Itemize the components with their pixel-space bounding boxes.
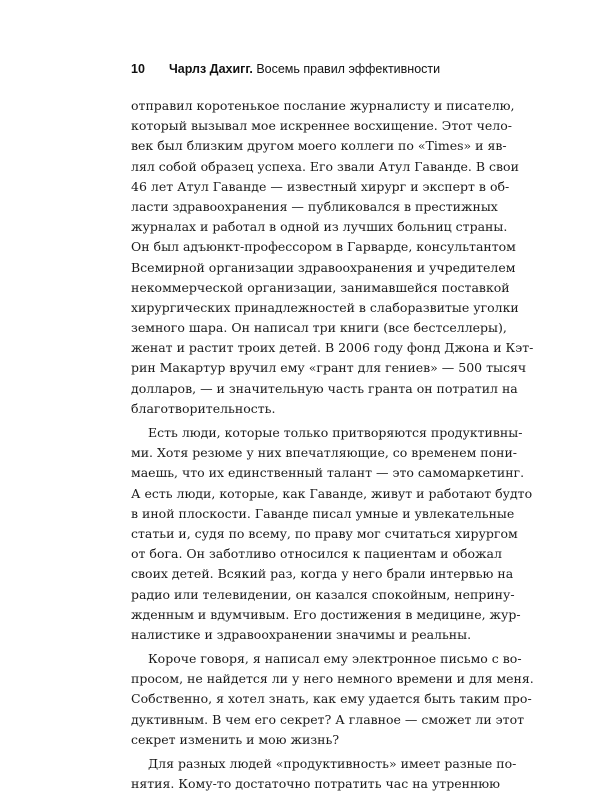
text-line: женат и растит троих детей. В 2006 году фонд Джона и Кэт- <box>131 340 534 356</box>
text-line: хирургических принадлежностей в слаборазвитые уголки <box>131 299 519 315</box>
paragraph <box>131 96 534 419</box>
text-line: дуктивным. В чем его секрет? А главное — сможет ли этот <box>131 711 525 727</box>
text-line: секрет изменить и мою жизнь? <box>131 731 340 747</box>
text-line: Есть люди, которые только притворяются продуктивны- <box>148 425 523 440</box>
text-line: журналах и работал в одной из лучших больниц страны. <box>131 219 508 235</box>
text-line: в иной плоскости. Гаванде писал умные и увлекательные <box>131 505 515 521</box>
text-line: просом, не найдется ли у него немного времени и для меня. <box>131 671 534 687</box>
text-line: рин Макартур вручил ему «грант для гениев» — 500 тысяч <box>131 360 527 376</box>
text-line: 46 лет Атул Гаванде — известный хирург и эксперт в об- <box>131 178 510 194</box>
text-line: который вызывал мое искреннее восхищение. Этот чело- <box>131 118 512 134</box>
book-title: Восемь правил эффективности <box>256 62 441 76</box>
text-line: статьи и, судя по всему, по праву мог считаться хирургом <box>131 525 518 541</box>
text-line: жденным и вдумчивым. Его достижения в медицине, жур- <box>131 606 521 622</box>
text-line: от бога. Он заботливо относился к пациентам и обожал <box>131 546 502 562</box>
author-name: Чарлз Дахигг. <box>169 62 253 76</box>
text-line: А есть люди, которые, как Гаванде, живут и работают будто <box>131 485 533 501</box>
text-line: благотворительность. <box>131 400 276 416</box>
text-line: Для разных людей «продуктивность» имеет разные по- <box>148 756 517 771</box>
paragraph <box>131 754 517 794</box>
text-line: некоммерческой организации, занимавшейся поставкой <box>131 279 510 295</box>
text-line: Короче говоря, я написал ему электронное письмо с во- <box>148 651 522 667</box>
text-line: радио или телевидении, он казался спокойным, неприну- <box>131 586 515 602</box>
text-line: Он был адъюнкт-профессором в Гарварде, консультантом <box>131 239 516 255</box>
paragraph <box>131 649 534 750</box>
text-line: нятия. Кому-то достаточно потратить час на утреннюю <box>131 776 501 792</box>
text-line: лял собой образец успеха. Его звали Атул Гаванде. В свои <box>131 158 519 174</box>
running-head <box>131 62 476 76</box>
text-line: маешь, что их единственный талант — это самомаркетинг. <box>131 465 525 481</box>
body-text <box>131 96 534 794</box>
text-line: долларов, — и значительную часть гранта он потратил на <box>131 380 518 396</box>
text-line: отправил коротенькое послание журналисту и писателю, <box>131 98 515 113</box>
text-line: век был близким другом моего коллеги по «Times» и яв- <box>131 138 507 154</box>
text-line: своих детей. Всякий раз, когда у него брали интервью на <box>131 566 514 582</box>
text-line: Всемирной организации здравоохранения и учредителем <box>131 259 516 275</box>
page-number: 10 <box>131 62 145 76</box>
text-line: ми. Хотя резюме у них впечатляющие, со временем пони- <box>131 445 518 461</box>
text-line: налистике и здравоохранении значимы и реальны. <box>131 626 472 642</box>
text-line: ласти здравоохранения — публиковался в престижных <box>131 198 498 214</box>
text-line: Собственно, я хотел знать, как ему удается быть таким про- <box>131 691 532 707</box>
paragraph <box>131 423 533 645</box>
text-line: земного шара. Он написал три книги (все бестселлеры), <box>131 320 507 336</box>
